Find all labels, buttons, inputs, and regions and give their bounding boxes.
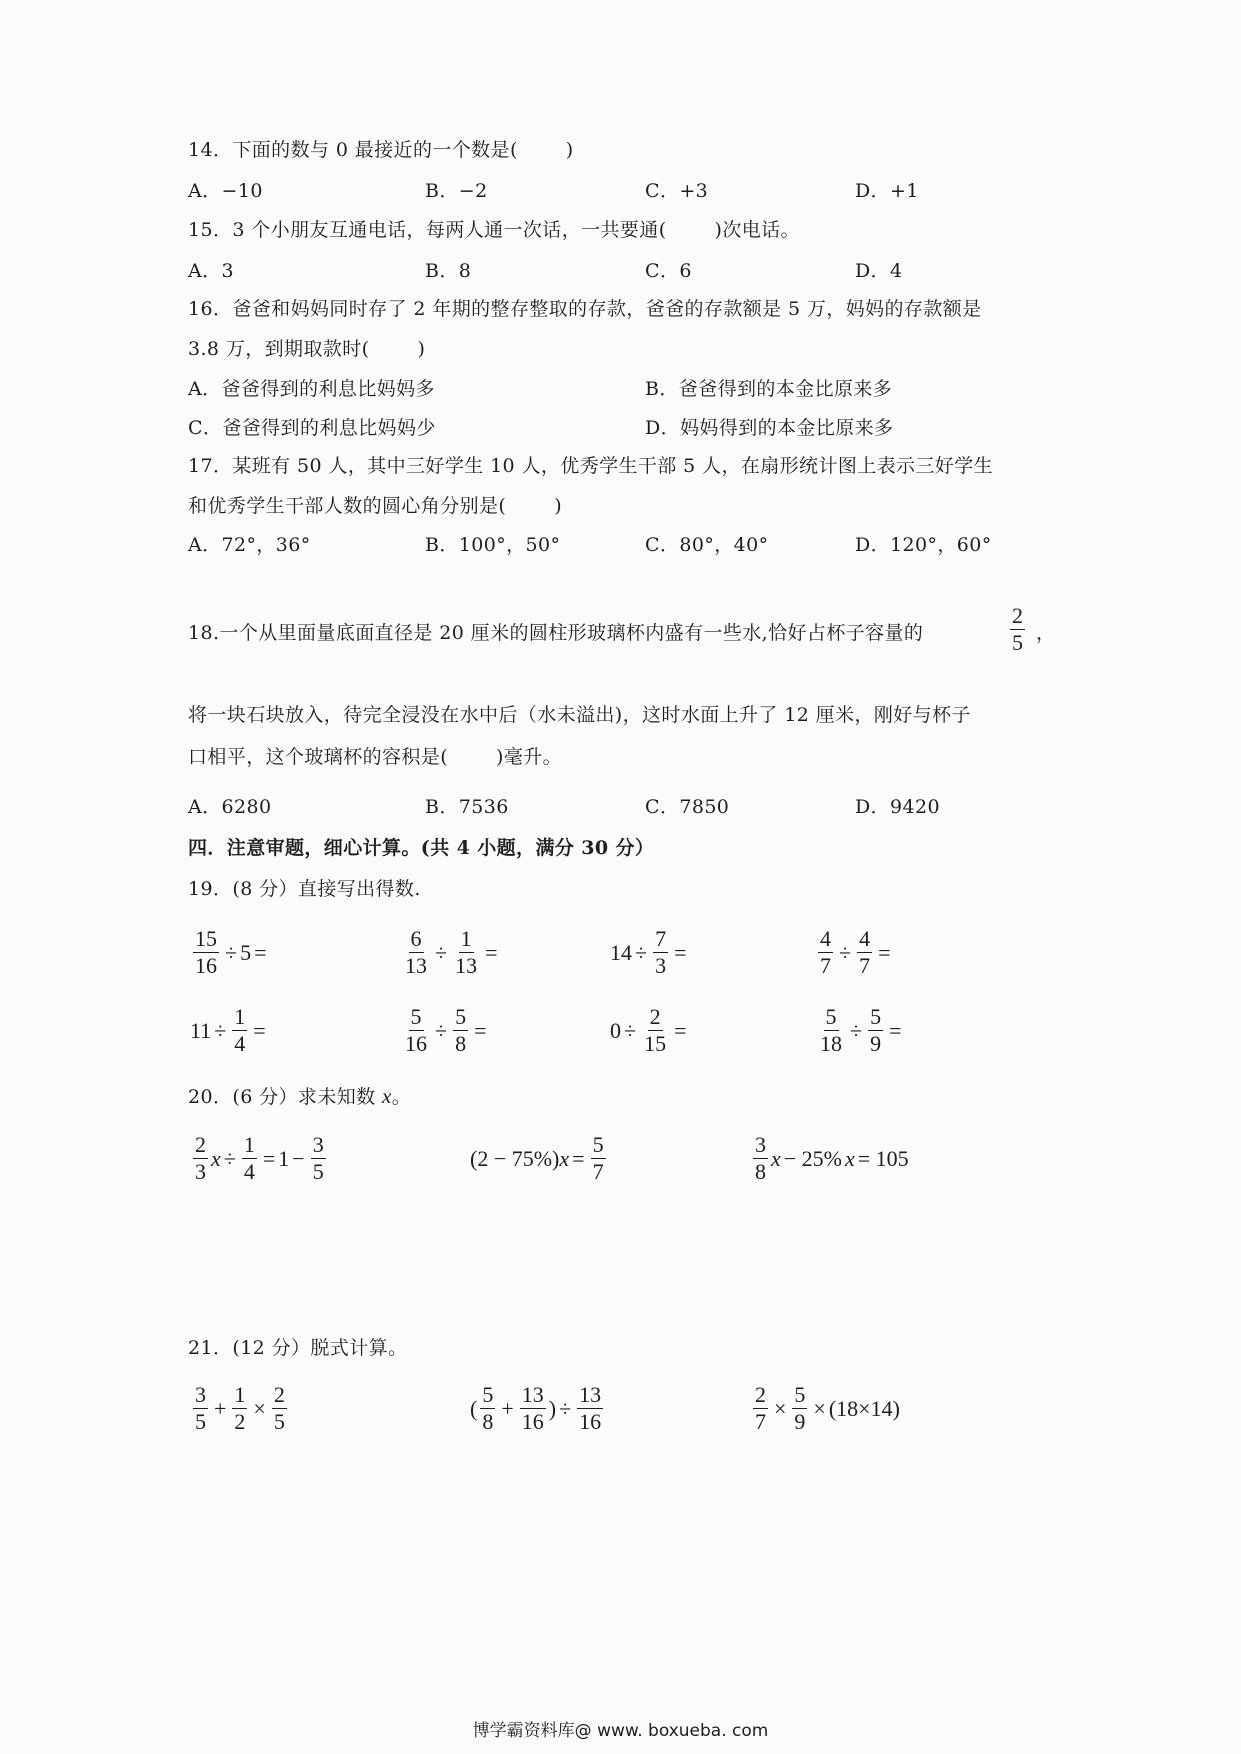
q19-expr-3 bbox=[610, 928, 690, 977]
q17-option-a: A．72°，36° bbox=[188, 534, 311, 556]
variable-x: x bbox=[211, 1145, 221, 1171]
fraction bbox=[792, 1384, 807, 1433]
denominator: 4 bbox=[234, 1031, 246, 1056]
equals-sign: = bbox=[674, 1017, 687, 1043]
numerator: 5 bbox=[410, 1004, 422, 1029]
denominator: 5 bbox=[195, 1409, 206, 1434]
fraction bbox=[591, 1134, 606, 1183]
denominator: 7 bbox=[820, 953, 831, 978]
equals-sign: = bbox=[254, 939, 267, 965]
denominator: 7 bbox=[859, 953, 871, 978]
divide-sign: ÷ bbox=[435, 1017, 448, 1043]
fraction bbox=[453, 1006, 468, 1055]
q19-expr-5 bbox=[190, 1006, 269, 1055]
q20-equation-3 bbox=[750, 1134, 912, 1183]
q14-stem-text: 14．下面的数与 0 最接近的一个数是( bbox=[188, 139, 518, 161]
q19-expr-6 bbox=[400, 1006, 490, 1055]
operand: − 25% bbox=[783, 1145, 842, 1171]
q15-tail: )次电话。 bbox=[714, 219, 800, 241]
q20-equation-1 bbox=[190, 1134, 329, 1183]
q17-option-b: B．100°，50° bbox=[425, 534, 561, 556]
divide-sign: ÷ bbox=[624, 1017, 637, 1043]
q21-expr-3 bbox=[750, 1384, 900, 1433]
fraction bbox=[480, 1384, 495, 1433]
numerator: 3 bbox=[312, 1132, 324, 1157]
divide-sign: ÷ bbox=[559, 1395, 572, 1421]
denominator: 5 bbox=[1012, 630, 1023, 655]
q15-option-a: A．3 bbox=[188, 260, 235, 282]
footer-watermark: 博学霸资料库@ www. boxueba. com bbox=[472, 1721, 769, 1741]
equals-sign: = bbox=[572, 1145, 585, 1171]
fraction bbox=[193, 1134, 208, 1183]
times-sign: × bbox=[253, 1395, 266, 1421]
divide-sign: ÷ bbox=[214, 1017, 227, 1043]
numerator: 3 bbox=[755, 1132, 766, 1157]
q18-line3-text: 口相平，这个玻璃杯的容积是( bbox=[188, 746, 449, 768]
fraction bbox=[403, 1006, 429, 1055]
operand: 5 bbox=[240, 939, 252, 965]
q14-option-a: A．−10 bbox=[188, 180, 263, 202]
operand: 11 bbox=[190, 1017, 212, 1043]
numerator: 1 bbox=[243, 1132, 255, 1157]
fraction bbox=[868, 1006, 883, 1055]
fraction bbox=[753, 1384, 768, 1433]
numerator: 5 bbox=[482, 1382, 494, 1407]
q15-stem-text: 15．3 个小朋友互通电话，每两人通一次话，一共要通( bbox=[188, 219, 667, 241]
fraction bbox=[577, 1384, 603, 1433]
numerator: 2 bbox=[1012, 603, 1023, 628]
q14-stem bbox=[188, 138, 574, 162]
denominator: 13 bbox=[455, 953, 478, 978]
operand: 14 bbox=[610, 939, 632, 965]
denominator: 13 bbox=[405, 953, 427, 978]
denominator: 15 bbox=[644, 1031, 667, 1056]
denominator: 9 bbox=[870, 1031, 882, 1056]
q18-option-a: A．6280 bbox=[188, 796, 272, 818]
numerator: 5 bbox=[794, 1382, 806, 1407]
fraction bbox=[818, 928, 833, 977]
variable-x: x bbox=[771, 1145, 781, 1171]
paren-close: ) bbox=[548, 1395, 557, 1421]
denominator: 2 bbox=[234, 1409, 246, 1434]
fraction bbox=[753, 1134, 768, 1183]
q14-option-d: D．+1 bbox=[855, 180, 919, 202]
numerator: 2 bbox=[649, 1004, 661, 1029]
divide-sign: ÷ bbox=[839, 939, 852, 965]
q19-expr-8 bbox=[815, 1006, 905, 1055]
fraction bbox=[403, 928, 429, 977]
q18-frac-comma: ， bbox=[1036, 622, 1056, 644]
q17-line1: 17．某班有 50 人，其中三好学生 10 人，优秀学生干部 5 人，在扇形统计图上表示三好学生 bbox=[188, 455, 994, 477]
denominator: 16 bbox=[405, 1031, 427, 1056]
divide-sign: ÷ bbox=[435, 939, 448, 965]
numerator: 2 bbox=[195, 1132, 206, 1157]
fraction bbox=[242, 1134, 257, 1183]
denominator: 8 bbox=[455, 1031, 467, 1056]
variable-x: x bbox=[845, 1145, 855, 1171]
numerator: 13 bbox=[579, 1382, 602, 1407]
fraction bbox=[818, 1006, 844, 1055]
numerator: 15 bbox=[195, 926, 217, 951]
q21-expr-2 bbox=[470, 1384, 606, 1433]
q18-line3 bbox=[188, 745, 562, 769]
q16-close: ) bbox=[417, 338, 426, 360]
q16-option-c: C．爸爸得到的利息比妈妈少 bbox=[188, 417, 436, 439]
fraction bbox=[193, 1384, 208, 1433]
denominator: 18 bbox=[820, 1031, 842, 1056]
numerator: 3 bbox=[195, 1382, 206, 1407]
fraction bbox=[232, 1006, 247, 1055]
q17-option-d: D．120°，60° bbox=[855, 534, 992, 556]
q21-title: 21．(12 分）脱式计算。 bbox=[188, 1337, 408, 1359]
equals-sign: = bbox=[674, 939, 687, 965]
q16-option-a: A．爸爸得到的利息比妈妈多 bbox=[188, 378, 435, 400]
operand: 1 bbox=[278, 1145, 290, 1171]
fraction bbox=[311, 1134, 326, 1183]
section-4-heading: 四．注意审题，细心计算。(共 4 小题，满分 30 分） bbox=[188, 837, 655, 859]
fraction bbox=[193, 928, 219, 977]
denominator: 8 bbox=[755, 1159, 766, 1184]
denominator: 7 bbox=[592, 1159, 604, 1184]
q20-equation-2 bbox=[470, 1134, 609, 1183]
q16-line1: 16．爸爸和妈妈同时存了 2 年期的整存整取的存款，爸爸的存款额是 5 万，妈妈的存款额是 bbox=[188, 298, 982, 320]
q18-option-b: B．7536 bbox=[425, 796, 509, 818]
numerator: 5 bbox=[870, 1004, 882, 1029]
times-sign: × bbox=[813, 1395, 826, 1421]
q14-close: ) bbox=[565, 139, 574, 161]
numerator: 4 bbox=[859, 926, 871, 951]
q18-option-c: C．7850 bbox=[645, 796, 730, 818]
equals-sign: = bbox=[474, 1017, 487, 1043]
q17-line2-text: 和优秀学生干部人数的圆心角分别是( bbox=[188, 495, 507, 517]
equals-sign: = bbox=[878, 939, 891, 965]
q19-expr-2 bbox=[400, 928, 501, 977]
q20-end: 。 bbox=[391, 1086, 412, 1108]
q14-option-c: C．+3 bbox=[645, 180, 709, 202]
denominator: 16 bbox=[195, 953, 217, 978]
plus-sign: + bbox=[501, 1395, 514, 1421]
variable-x: x bbox=[559, 1145, 570, 1171]
q20-title-text: 20．(6 分）求未知数 bbox=[188, 1086, 376, 1108]
variable-x: x bbox=[381, 1084, 392, 1108]
q17-close: ) bbox=[554, 495, 563, 517]
q19-expr-4 bbox=[815, 928, 894, 977]
fraction bbox=[642, 1006, 668, 1055]
denominator: 16 bbox=[521, 1409, 544, 1434]
fraction bbox=[272, 1384, 287, 1433]
q15-option-b: B．8 bbox=[425, 260, 472, 282]
numerator: 5 bbox=[825, 1004, 837, 1029]
q17-line2 bbox=[188, 494, 562, 518]
fraction bbox=[1010, 605, 1025, 654]
plus-sign: + bbox=[214, 1395, 227, 1421]
denominator: 4 bbox=[243, 1159, 255, 1184]
equals-sign: = bbox=[889, 1017, 902, 1043]
numerator: 13 bbox=[521, 1382, 544, 1407]
q16-option-d: D．妈妈得到的本金比原来多 bbox=[645, 417, 894, 439]
divide-sign: ÷ bbox=[223, 1145, 236, 1171]
operand: 0 bbox=[610, 1017, 621, 1043]
operand: (18×14) bbox=[828, 1395, 900, 1421]
q18-option-d: D．9420 bbox=[855, 796, 940, 818]
numerator: 2 bbox=[273, 1382, 285, 1407]
q16-line2-text: 3.8 万，到期取款时( bbox=[188, 338, 370, 360]
numerator: 5 bbox=[592, 1132, 604, 1157]
q16-option-b: B．爸爸得到的本金比原来多 bbox=[645, 378, 893, 400]
q19-expr-7 bbox=[610, 1006, 690, 1055]
equals-sign: = bbox=[253, 1017, 266, 1043]
numerator: 1 bbox=[234, 1382, 246, 1407]
denominator: 5 bbox=[312, 1159, 324, 1184]
q15-stem bbox=[188, 218, 800, 242]
q15-option-c: C．6 bbox=[645, 260, 692, 282]
q19-title: 19．(8 分）直接写出得数. bbox=[188, 878, 421, 900]
q19-expr-1 bbox=[190, 928, 270, 977]
fraction bbox=[232, 1384, 247, 1433]
q18-fraction bbox=[1007, 605, 1028, 654]
q18-line2: 将一块石块放入，待完全浸没在水中后（水未溢出)，这时水面上升了 12 厘米，刚好与杯子 bbox=[188, 704, 971, 726]
paren-open: ( bbox=[470, 1395, 478, 1421]
numerator: 6 bbox=[410, 926, 422, 951]
numerator: 5 bbox=[455, 1004, 467, 1029]
numerator: 7 bbox=[655, 926, 667, 951]
fraction bbox=[857, 928, 872, 977]
denominator: 3 bbox=[655, 953, 667, 978]
denominator: 9 bbox=[794, 1409, 806, 1434]
q16-line2 bbox=[188, 337, 425, 361]
minus-sign: − bbox=[292, 1145, 305, 1171]
fraction bbox=[453, 928, 479, 977]
q18-tail: )毫升。 bbox=[496, 746, 563, 768]
divide-sign: ÷ bbox=[850, 1017, 863, 1043]
numerator: 2 bbox=[755, 1382, 766, 1407]
divide-sign: ÷ bbox=[635, 939, 648, 965]
equals-sign: = bbox=[485, 939, 498, 965]
denominator: 8 bbox=[482, 1409, 494, 1434]
q14-option-b: B．−2 bbox=[425, 180, 488, 202]
operand: = 105 bbox=[857, 1145, 909, 1171]
denominator: 5 bbox=[273, 1409, 285, 1434]
fraction bbox=[653, 928, 668, 977]
denominator: 7 bbox=[755, 1409, 766, 1434]
q17-option-c: C．80°，40° bbox=[645, 534, 769, 556]
fraction bbox=[520, 1384, 546, 1433]
operand: (2 − 75%) bbox=[470, 1145, 560, 1171]
q18-line1: 18.一个从里面量底面直径是 20 厘米的圆柱形玻璃杯内盛有一些水,恰好占杯子容量的 bbox=[188, 622, 924, 644]
divide-sign: ÷ bbox=[225, 939, 238, 965]
q21-expr-1 bbox=[190, 1384, 290, 1433]
equals-sign: = bbox=[262, 1145, 276, 1171]
numerator: 1 bbox=[234, 1004, 246, 1029]
denominator: 16 bbox=[579, 1409, 602, 1434]
numerator: 1 bbox=[460, 926, 472, 951]
q20-title bbox=[188, 1084, 411, 1109]
numerator: 4 bbox=[820, 926, 831, 951]
times-sign: × bbox=[774, 1395, 787, 1421]
q15-option-d: D．4 bbox=[855, 260, 903, 282]
denominator: 3 bbox=[195, 1159, 206, 1184]
